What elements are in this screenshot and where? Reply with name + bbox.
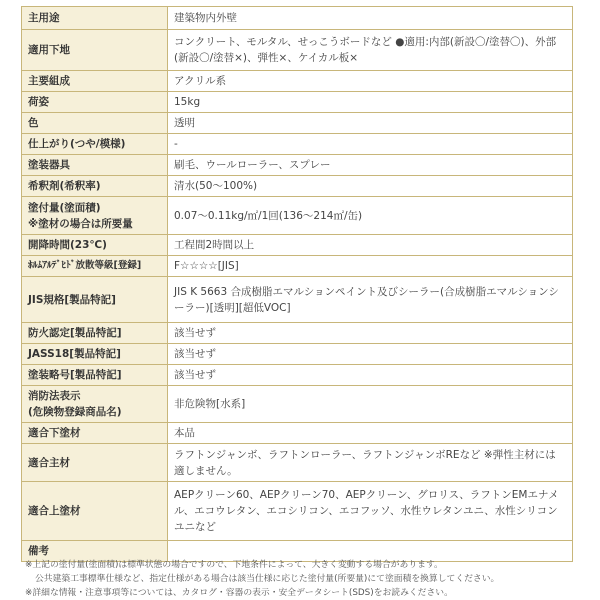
table-row	[22, 7, 573, 30]
row-label: 色	[22, 113, 168, 134]
row-value: アクリル系	[168, 71, 573, 92]
row-value: 工程間2時間以上	[168, 235, 573, 256]
row-value: 該当せず	[168, 365, 573, 386]
row-label: 消防法表示 (危険物登録商品名)	[22, 386, 168, 423]
row-label: 仕上がり(つや/模様)	[22, 134, 168, 155]
row-label: JASS18[製品特記]	[22, 344, 168, 365]
footnote-public-spec: 公共建築工事標準仕様など、指定仕様がある場合は該当仕様に応じた塗付量(所要量)にて塗面積を換算してください。	[35, 574, 500, 584]
row-label: 開降時間(23℃)	[22, 235, 168, 256]
row-label: 塗装器具	[22, 155, 168, 176]
table-row	[22, 92, 573, 113]
row-label: 塗付量(塗面積) ※塗材の場合は所要量	[22, 197, 168, 235]
table-row	[22, 423, 573, 444]
footnote-coverage: ※上記の塗付量(塗面積)は標準状態の場合ですので、下地条件によって、大きく変動する場合があります。	[25, 560, 443, 570]
row-label: 適合下塗材	[22, 423, 168, 444]
table-row	[22, 344, 573, 365]
table-row	[22, 444, 573, 482]
row-value: 刷毛、ウールローラー、スプレー	[168, 155, 573, 176]
row-value: AEPクリーン60、AEPクリーン70、AEPクリーン、グロリス、ラフトンEMエナメル、エコウレタン、エコシリコン、エコフッソ、水性ウレタンユニ、水性シリコンユニなど	[168, 482, 573, 541]
table-row	[22, 365, 573, 386]
row-value: 建築物内外壁	[168, 7, 573, 30]
row-value: ラフトンジャンボ、ラフトンローラー、ラフトンジャンボREなど ※弾性主材には適しません。	[168, 444, 573, 482]
row-value: 清水(50～100%)	[168, 176, 573, 197]
row-label: ﾎﾙﾑｱﾙﾃﾞﾋﾄﾞ放散等級[登録]	[22, 256, 168, 277]
row-label: 適合上塗材	[22, 482, 168, 541]
table-row	[22, 113, 573, 134]
row-label: 適合主材	[22, 444, 168, 482]
row-value: コンクリート、モルタル、せっこうボードなど ●適用:内部(新設〇/塗替〇)、外部(新設〇/塗替×)、弾性×、ケイカル板×	[168, 30, 573, 71]
row-value: JIS K 5663 合成樹脂エマルションペイント及びシーラー(合成樹脂エマルションシーラー)[透明][超低VOC]	[168, 277, 573, 323]
row-value: 該当せず	[168, 344, 573, 365]
row-label: 防火認定[製品特記]	[22, 323, 168, 344]
row-value: F☆☆☆☆[JIS]	[168, 256, 573, 277]
table-row	[22, 386, 573, 423]
table-row	[22, 134, 573, 155]
table-row	[22, 256, 573, 277]
table-row	[22, 71, 573, 92]
row-value: 本品	[168, 423, 573, 444]
row-value: 0.07～0.11kg/㎡/1回(136～214㎡/缶)	[168, 197, 573, 235]
row-value: 該当せず	[168, 323, 573, 344]
table-row	[22, 482, 573, 541]
table-row	[22, 277, 573, 323]
footnote-details: ※詳細な情報・注意事項等については、カタログ・容器の表示・安全データシート(SDS)をお読みください。	[25, 588, 453, 598]
row-label: 適用下地	[22, 30, 168, 71]
row-value: 非危険物[水系]	[168, 386, 573, 423]
row-label: 主用途	[22, 7, 168, 30]
table-row	[22, 235, 573, 256]
table-row	[22, 323, 573, 344]
table-row	[22, 155, 573, 176]
row-value: 透明	[168, 113, 573, 134]
table-row	[22, 176, 573, 197]
row-label: 荷姿	[22, 92, 168, 113]
row-label: JIS規格[製品特記]	[22, 277, 168, 323]
row-label: 主要組成	[22, 71, 168, 92]
row-label: 塗装略号[製品特記]	[22, 365, 168, 386]
spec-table-wrapper	[21, 6, 573, 562]
row-label: 希釈剤(希釈率)	[22, 176, 168, 197]
row-label: 備考	[22, 541, 168, 562]
table-row	[22, 197, 573, 235]
table-row	[22, 30, 573, 71]
row-value: -	[168, 134, 573, 155]
spec-table	[21, 6, 573, 562]
row-value: 15kg	[168, 92, 573, 113]
